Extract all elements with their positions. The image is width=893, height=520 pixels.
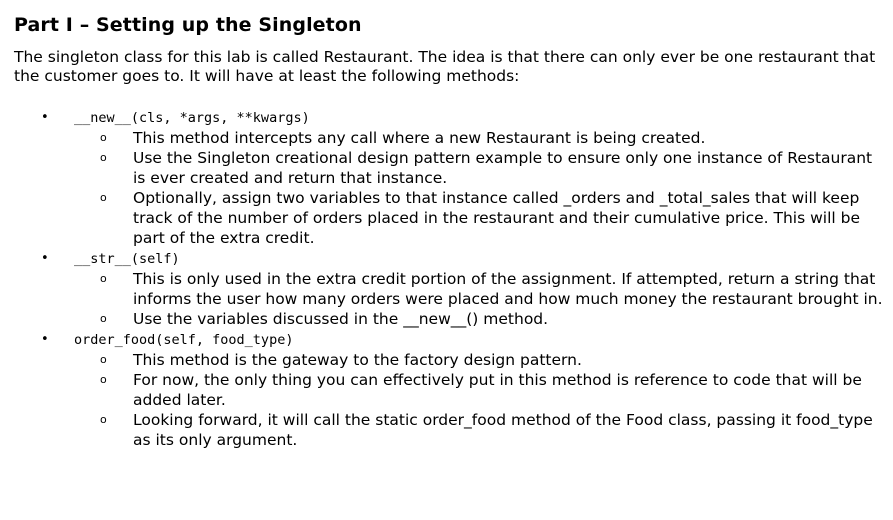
detail-item <box>14 350 884 370</box>
detail-item <box>14 309 884 329</box>
method-details <box>74 128 884 248</box>
detail-text: This method is the gateway to the factory design pattern. <box>133 351 582 369</box>
detail-text: This is only used in the extra credit portion of the assignment. If attempted, return a string that informs the user how many orders were placed and how much money the restaurant brought in. <box>133 270 883 308</box>
detail-item <box>14 188 884 248</box>
detail-text: Optionally, assign two variables to that instance called _orders and _total_sales that will keep track of the number of orders placed in the restaurant and their cumulative price. This will be part of the extra credit. <box>133 189 861 247</box>
method-signature: order_food(self, food_type) <box>74 332 294 348</box>
method-signature: __new__(cls, *args, **kwargs) <box>74 110 310 126</box>
method-item-new <box>14 107 884 248</box>
detail-item <box>14 128 884 148</box>
section-heading: Part I – Setting up the Singleton <box>14 14 362 36</box>
sub-bullet: o <box>100 312 107 325</box>
detail-text: Looking forward, it will call the static order_food method of the Food class, passing it food_type as its only argument. <box>133 411 873 449</box>
method-details <box>74 350 884 450</box>
methods-list <box>14 107 884 450</box>
sub-bullet: o <box>100 191 107 204</box>
detail-item <box>14 370 884 410</box>
method-item-str <box>14 248 884 329</box>
sub-bullet: o <box>100 151 107 164</box>
document <box>14 12 884 450</box>
bullet: • <box>41 110 49 125</box>
method-signature: __str__(self) <box>74 251 180 267</box>
sub-bullet: o <box>100 373 107 386</box>
detail-text: For now, the only thing you can effectively put in this method is reference to code that will be added later. <box>133 371 862 409</box>
sub-bullet: o <box>100 353 107 366</box>
method-details <box>74 269 884 329</box>
bullet: • <box>41 332 49 347</box>
detail-item <box>14 269 884 309</box>
intro-paragraph: The singleton class for this lab is called Restaurant. The idea is that there can only ever be one restaurant that the customer goes to. It will have at least the following methods: <box>14 48 876 85</box>
detail-item <box>14 148 884 188</box>
sub-bullet: o <box>100 413 107 426</box>
sub-bullet: o <box>100 272 107 285</box>
detail-text: Use the variables discussed in the __new__() method. <box>133 310 549 328</box>
detail-item <box>14 410 884 450</box>
detail-text: Use the Singleton creational design pattern example to ensure only one instance of Restaurant is ever created and return that instance. <box>133 149 873 187</box>
detail-text: This method intercepts any call where a new Restaurant is being created. <box>133 129 706 147</box>
method-item-order-food <box>14 329 884 450</box>
sub-bullet: o <box>100 131 107 144</box>
bullet: • <box>41 251 49 266</box>
